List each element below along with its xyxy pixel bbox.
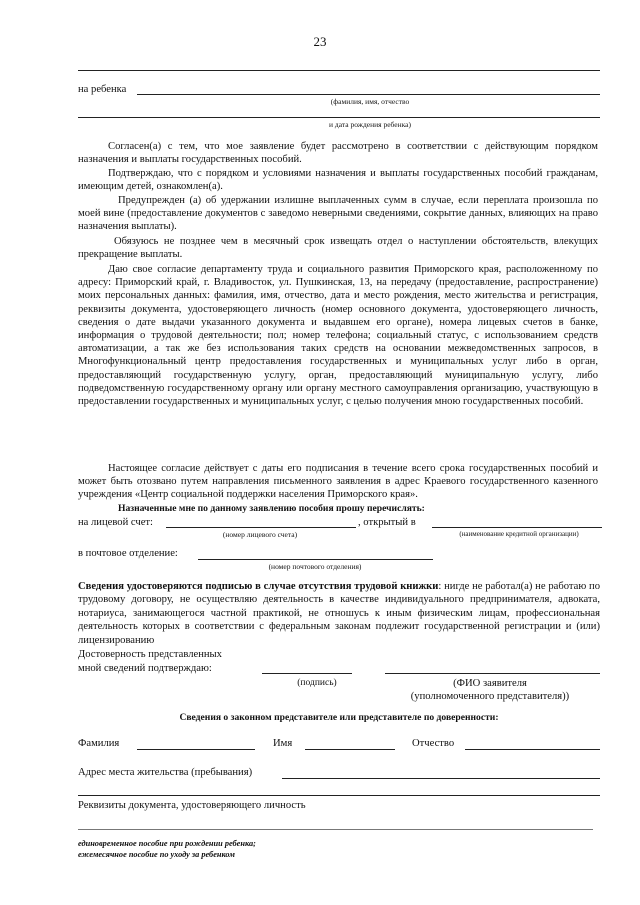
footnote-1: единовременное пособие при рождении ребенка; — [78, 839, 256, 848]
child-name-hint: (фамилия, имя, отчество — [330, 97, 410, 106]
signature-field[interactable] — [262, 673, 352, 674]
paragraph-obligation — [78, 235, 598, 261]
paragraph-consent — [78, 263, 598, 408]
child-birth-field[interactable] — [78, 117, 600, 118]
patronymic-field[interactable] — [465, 749, 600, 750]
document-label: Реквизиты документа, удостоверяющего личность — [78, 800, 306, 811]
paragraph-consent-text: Даю свое согласие департаменту труда и социального развития Приморского края, расположенному по адресу: Приморский край, г. Владивосток, ул. Пушкинская, 13, на передачу (предоставление, распространение) моих персональных данных: фамилия, имя, отчество, дата и место рождения, место жительства и регистрация, реквизиты документа, удостоверяющего личность (номер основного документа, удостоверяющего личность, сведения о дате выдачи указанного документа и выдавшем его органе), номера лицевых счетов в банке, информация о трудовой деятельности; пол; номер телефона; социальный статус, с использованием средств автоматизации, а так же без использования таких средств на основании межведомственных запросов, в Многофункциональный центр предоставления государственных и муниципальных услуг либо в орган, предоставляющий государственную услугу, орган, предоставляющий муниципальную услугу, либо подведомственную государственному органу или органу местного самоуправления организацию, участвующую в предоставлении государственных и муниципальных услуг, с целью получения мною государственных пособий. — [78, 264, 598, 408]
address-label: Адрес места жительства (пребывания) — [78, 767, 253, 778]
bank-name-hint: (наименование кредитной организации) — [459, 530, 579, 538]
account-label: на лицевой счет: — [78, 517, 153, 528]
fio-hint: (ФИО заявителя — [453, 678, 527, 689]
page-number: 23 — [313, 34, 327, 49]
paragraph-warning — [78, 194, 598, 234]
fio-hint-representative: (уполномоченного представителя)) — [410, 691, 570, 702]
post-office-field[interactable] — [198, 559, 433, 560]
paragraph-agreement-text: Согласен(а) с тем, что мое заявление будет рассмотрено в соответствии с действующим порядком назначения и выплаты государственных пособий. — [78, 141, 598, 166]
account-number-hint: (номер лицевого счета) — [222, 530, 298, 539]
address-field-2[interactable] — [78, 795, 600, 796]
account-number-field[interactable] — [166, 527, 356, 528]
work-statement-bold: Сведения удостоверяются подписью в случае отсутствия трудовой книжки — [78, 581, 439, 592]
child-label: на ребенка — [78, 84, 127, 95]
address-field[interactable] — [282, 778, 600, 779]
confirm-line-1: Достоверность представленных — [78, 649, 222, 660]
work-statement-text: : нигде не работал(а) не работаю по трудовому договору, не осуществляю деятельность в качестве индивидуального предпринимателя, адвоката, нотариуса, занимающегося частной практикой, не отношусь к иным физическим лицам, профессиональная деятельность которых в соответствии с федеральным законам подлежит государственной регистрации и (или) лицензированию — [78, 581, 600, 646]
applicant-fio-field[interactable] — [385, 673, 600, 674]
paragraph-agreement — [78, 140, 598, 166]
paragraph-confirm-text: Подтверждаю, что с порядком и условиями назначения и выплаты государственных пособий гражданам, имеющим детей, ознакомлен(а). — [78, 168, 598, 193]
paragraph-validity-text: Настоящее согласие действует с даты его подписания в течение всего срока государственных пособий и может быть отозвано путем направления письменного заявления в адрес Краевого государственного казенного учреждения «Центр социальной поддержки населения Приморского края». — [78, 463, 598, 501]
post-office-hint: (номер почтового отделения) — [268, 562, 362, 571]
paragraph-obligation-text: Обязуюсь не позднее чем в месячный срок извещать отдел о наступлении обстоятельств, влекущих прекращение выплаты. — [78, 236, 598, 261]
patronymic-label: Отчество — [412, 738, 455, 749]
paragraph-validity — [78, 462, 598, 502]
bank-name-field[interactable] — [432, 527, 602, 528]
confirm-line-2: мной сведений подтверждаю: — [78, 663, 212, 674]
opened-in-label: , открытый в — [358, 517, 416, 528]
footnote-2: ежемесячное пособие по уходу за ребенком — [78, 850, 235, 859]
representative-heading: Сведения о законном представителе или представителе по доверенности: — [179, 712, 499, 723]
work-statement — [78, 580, 600, 647]
child-name-field[interactable] — [137, 94, 600, 95]
name-label: Имя — [273, 738, 293, 749]
footnote-rule — [78, 829, 593, 830]
paragraph-warning-text: Предупрежден (а) об удержании излишне выплаченных сумм в случае, если переплата произошла по моей вине (предоставление документов с заведомо неверными сведениями, сокрытие данных, влияющих на право назначения выплаты). — [78, 195, 598, 233]
surname-field[interactable] — [137, 749, 255, 750]
signature-hint: (подпись) — [297, 678, 337, 688]
child-birth-hint: и дата рождения ребенка) — [329, 120, 411, 129]
name-field[interactable] — [305, 749, 395, 750]
top-rule — [78, 70, 600, 71]
post-office-label: в почтовое отделение: — [78, 548, 178, 559]
paragraph-confirm — [78, 167, 598, 193]
surname-label: Фамилия — [78, 738, 120, 749]
payment-heading: Назначенные мне по данному заявлению пособия прошу перечислять: — [118, 503, 425, 514]
